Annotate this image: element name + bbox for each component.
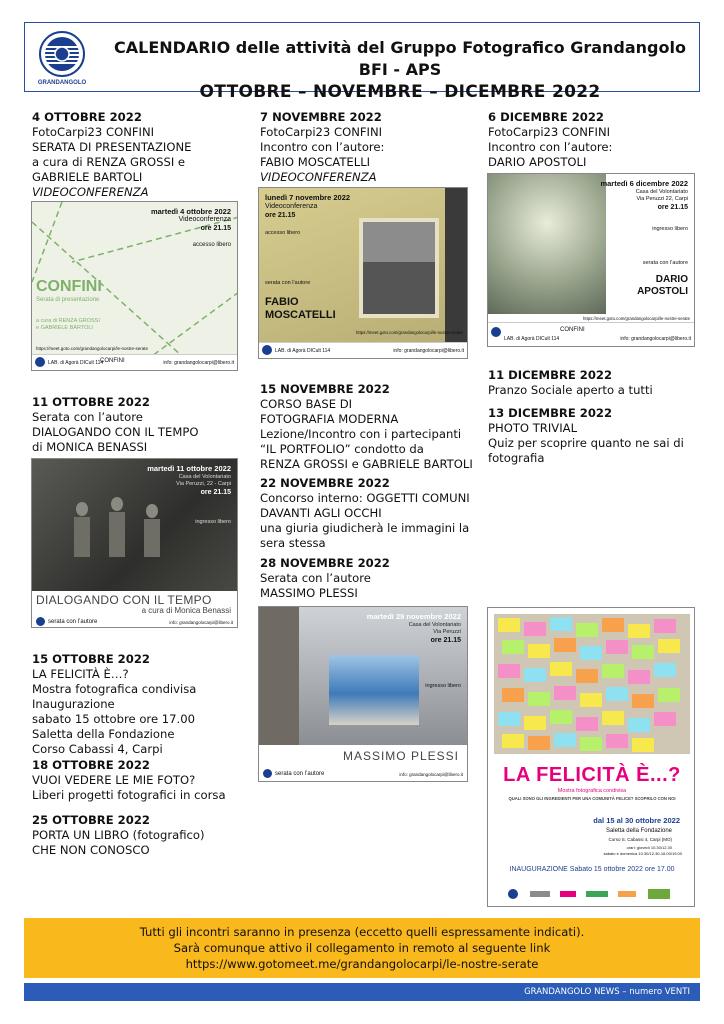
event-line: VIDEOCONFERENZA bbox=[32, 185, 149, 199]
event-line: di MONICA BENASSI bbox=[32, 440, 148, 454]
poster-time: ore 21.15 bbox=[430, 637, 461, 644]
poster-date: lunedì 7 novembre 2022 bbox=[265, 193, 351, 202]
poster-info: info: grandangolocarpi@libero.it bbox=[163, 360, 234, 366]
event-line: VUOI VEDERE LE MIE FOTO? bbox=[32, 773, 196, 787]
event-line: CHE NON CONOSCO bbox=[32, 843, 150, 857]
poster-lab: LAB. di Agorà DICult 114 bbox=[275, 348, 331, 354]
event-line: sera stessa bbox=[260, 536, 326, 550]
club-logo-icon bbox=[263, 769, 272, 778]
event-line: Saletta della Fondazione bbox=[32, 727, 175, 741]
sponsor-logo-icon bbox=[618, 891, 636, 897]
event-date: 6 DICEMBRE 2022 bbox=[488, 110, 604, 124]
event-line: RENZA GROSSI e GABRIELE BARTOLI bbox=[260, 457, 473, 471]
poster-address: Corso S. Cabassi 4, Carpi (MO) bbox=[608, 837, 672, 842]
poster-plessi bbox=[258, 606, 468, 782]
poster-brand: CONFINI bbox=[100, 358, 125, 364]
event-date: 13 DICEMBRE 2022 bbox=[488, 406, 613, 420]
event-18-ottobre bbox=[32, 758, 247, 803]
poster-title: LA FELICITÀ È...? bbox=[503, 764, 681, 786]
poster-date: martedì 29 novembre 2022 bbox=[366, 612, 461, 621]
sponsor-logo-icon bbox=[648, 889, 670, 899]
sponsor-logos bbox=[508, 889, 678, 899]
poster-mode: Videoconferenza bbox=[178, 216, 231, 223]
event-line: LA FELICITÀ È…? bbox=[32, 667, 129, 681]
event-date: 4 OTTOBRE 2022 bbox=[32, 110, 142, 124]
event-25-ottobre bbox=[32, 813, 247, 858]
event-6-dicembre bbox=[488, 110, 698, 170]
event-line: DARIO APOSTOLI bbox=[488, 155, 587, 169]
poster-place: Casa del Volontariato bbox=[408, 622, 461, 628]
poster-felicita bbox=[487, 607, 695, 907]
poster-access: accesso libero bbox=[265, 230, 301, 236]
poster-url: https://meet.goto.com/grandangolocarpi/le-nostre-serate bbox=[36, 346, 149, 351]
poster-dates: dal 15 al 30 ottobre 2022 bbox=[593, 816, 680, 825]
event-line: PORTA UN LIBRO (fotografico) bbox=[32, 828, 205, 842]
event-date: 25 OTTOBRE 2022 bbox=[32, 813, 150, 827]
poster-date: martedì 11 ottobre 2022 bbox=[147, 464, 231, 473]
event-line: Pranzo Sociale aperto a tutti bbox=[488, 383, 653, 397]
event-13-dicembre bbox=[488, 406, 698, 466]
page-header bbox=[24, 22, 700, 102]
footer-text: GRANDANGOLO NEWS – numero VENTI bbox=[524, 987, 690, 997]
poster-footer bbox=[259, 342, 467, 358]
poster-figures bbox=[62, 489, 182, 589]
poster-place: Via Peruzzi 22, Carpi bbox=[636, 196, 688, 202]
poster-apostoli bbox=[487, 173, 695, 347]
event-line: Lezione/Incontro con i partecipanti bbox=[260, 427, 462, 441]
event-line: Serata con l’autore bbox=[260, 571, 371, 585]
poster-credit: a cura di RENZA GROSSI bbox=[36, 318, 100, 324]
sponsor-logo-icon bbox=[530, 891, 550, 897]
event-line: Liberi progetti fotografici in corsa bbox=[32, 788, 226, 802]
event-line: sabato 15 ottobre ore 17.00 bbox=[32, 712, 195, 726]
banner-line: Sarà comunque attivo il collegamento in remoto al seguente link bbox=[173, 941, 551, 955]
poster-access: ingresso libero bbox=[652, 226, 688, 232]
title-line-2: OTTOBRE – NOVEMBRE – DICEMBRE 2022 bbox=[199, 82, 601, 102]
event-line: Mostra fotografica condivisa bbox=[32, 682, 197, 696]
sponsor-logo-icon bbox=[508, 889, 518, 899]
poster-lab: LAB. di Agorà DICult 114 bbox=[48, 360, 104, 366]
poster-time: ore 21.15 bbox=[265, 212, 296, 219]
poster-access: ingresso libero bbox=[195, 519, 231, 525]
poster-place: Casa del Volontariato bbox=[635, 189, 688, 195]
poster-hours: orari: giovedì 10.30/12.30 bbox=[626, 845, 672, 850]
event-line: FotoCarpi23 CONFINI bbox=[260, 125, 383, 139]
event-28-novembre bbox=[260, 556, 485, 601]
sticky-notes bbox=[494, 614, 690, 754]
event-line: FABIO MOSCATELLI bbox=[260, 155, 371, 169]
event-line: “IL PORTFOLIO” condotto da bbox=[260, 442, 424, 456]
title-line-1: CALENDARIO delle attività del Gruppo Fotografico Grandangolo BFI - APS bbox=[114, 38, 686, 79]
meeting-link[interactable]: https://www.gotomeet.me/grandangolocarpi/le-nostre-serate bbox=[185, 957, 539, 971]
page-title bbox=[100, 37, 700, 103]
poster-name: MASSIMO PLESSI bbox=[342, 749, 459, 763]
event-line: SERATA DI PRESENTAZIONE bbox=[32, 140, 192, 154]
poster-kind: serata con l’autore bbox=[48, 619, 98, 625]
poster-subtitle: Serata di presentazione bbox=[36, 297, 100, 303]
poster-credit: a cura di Monica Benassi bbox=[141, 606, 231, 615]
sponsor-logo-icon bbox=[586, 891, 608, 897]
poster-date: martedì 4 ottobre 2022 bbox=[150, 207, 231, 216]
poster-date: martedì 6 dicembre 2022 bbox=[600, 179, 688, 188]
poster-brand: CONFINI bbox=[560, 327, 585, 333]
logo-text: GRANDANGOLO bbox=[37, 80, 87, 86]
poster-info: info: grandangolocarpi@libero.it bbox=[399, 772, 463, 777]
event-4-ottobre bbox=[32, 110, 247, 200]
poster-moscatelli bbox=[258, 187, 468, 359]
poster-footer bbox=[488, 322, 694, 346]
event-line: Corso Cabassi 4, Carpi bbox=[32, 742, 163, 756]
poster-shutter bbox=[363, 222, 435, 262]
poster-title: CONFINI bbox=[36, 278, 102, 295]
event-date: 22 NOVEMBRE 2022 bbox=[260, 476, 390, 490]
sponsor-logo-icon bbox=[560, 891, 576, 897]
poster-confini bbox=[31, 201, 238, 371]
poster-banner-photo bbox=[329, 655, 419, 725]
poster-wall bbox=[445, 188, 468, 344]
event-line: Quiz per scoprire quanto ne sai di bbox=[488, 436, 684, 450]
poster-access: ingresso libero bbox=[425, 683, 461, 689]
event-line: fotografia bbox=[488, 451, 545, 465]
poster-place: Saletta della Fondazione bbox=[605, 828, 672, 834]
poster-kind: serata con l’autore bbox=[275, 771, 325, 777]
event-line: Concorso interno: OGGETTI COMUNI bbox=[260, 491, 470, 505]
poster-photo bbox=[488, 174, 606, 314]
event-line: FOTOGRAFIA MODERNA bbox=[260, 412, 399, 426]
event-date: 11 OTTOBRE 2022 bbox=[32, 395, 150, 409]
poster-credit: e GABRIELE BARTOLI bbox=[36, 325, 93, 331]
event-22-novembre bbox=[260, 476, 485, 551]
poster-title: DIALOGANDO CON IL TEMPO bbox=[36, 593, 212, 607]
event-11-dicembre bbox=[488, 368, 698, 398]
page-footer bbox=[24, 983, 700, 1001]
event-line: DIALOGANDO CON IL TEMPO bbox=[32, 425, 199, 439]
poster-url: https://meet.goto.com/grandangolocarpi/le-nostre-serate bbox=[355, 330, 463, 335]
info-banner bbox=[24, 918, 700, 978]
poster-info: info: grandangolocarpi@libero.it bbox=[393, 348, 464, 354]
club-logo-icon bbox=[262, 345, 272, 355]
event-date: 7 NOVEMBRE 2022 bbox=[260, 110, 382, 124]
event-date: 11 DICEMBRE 2022 bbox=[488, 368, 613, 382]
event-date: 28 NOVEMBRE 2022 bbox=[260, 556, 390, 570]
event-line: FotoCarpi23 CONFINI bbox=[488, 125, 611, 139]
event-15-novembre bbox=[260, 382, 485, 472]
club-logo-icon bbox=[35, 357, 45, 367]
poster-kind: serata con l’autore bbox=[642, 260, 688, 266]
event-line: DAVANTI AGLI OCCHI bbox=[260, 506, 382, 520]
event-date: 15 NOVEMBRE 2022 bbox=[260, 382, 390, 396]
grandangolo-logo-icon bbox=[31, 26, 93, 88]
poster-inauguration: INAUGURAZIONE Sabato 15 ottobre 2022 ore 17.00 bbox=[509, 866, 675, 873]
event-date: 15 OTTOBRE 2022 bbox=[32, 652, 150, 666]
event-date: 18 OTTOBRE 2022 bbox=[32, 758, 150, 772]
poster-place: Via Peruzzi, 22 - Carpi bbox=[176, 481, 231, 487]
club-logo-icon bbox=[491, 327, 501, 337]
event-line: Inaugurazione bbox=[32, 697, 115, 711]
event-line: MASSIMO PLESSI bbox=[260, 586, 358, 600]
event-line: FotoCarpi23 CONFINI bbox=[32, 125, 155, 139]
poster-footer bbox=[32, 354, 237, 370]
poster-access: accesso libero bbox=[192, 242, 231, 248]
poster-lab: LAB. di Agorà DICult 114 bbox=[504, 336, 560, 342]
event-7-novembre bbox=[260, 110, 480, 185]
poster-mode: Videoconferenza bbox=[265, 203, 318, 210]
event-line: a cura di RENZA GROSSI e bbox=[32, 155, 186, 169]
poster-name: FABIO bbox=[265, 296, 299, 308]
event-line: una giuria giudicherà le immagini la bbox=[260, 521, 470, 535]
poster-place: Via Peruzzi bbox=[433, 629, 461, 635]
poster-building bbox=[259, 607, 299, 745]
poster-name: MOSCATELLI bbox=[265, 309, 336, 321]
event-line: Incontro con l’autore: bbox=[260, 140, 385, 154]
poster-name: DARIO bbox=[655, 274, 688, 285]
event-line: VIDEOCONFERENZA bbox=[260, 170, 377, 184]
poster-time: ore 21.15 bbox=[657, 204, 688, 211]
event-11-ottobre bbox=[32, 395, 247, 455]
poster-info: info: grandangolocarpi@libero.it bbox=[169, 620, 233, 625]
event-line: PHOTO TRIVIAL bbox=[488, 421, 578, 435]
poster-info: info: grandangolocarpi@libero.it bbox=[620, 336, 691, 342]
poster-place: Casa del Volontariato bbox=[178, 474, 231, 480]
poster-subtitle: Mostra fotografica condivisa bbox=[557, 788, 627, 794]
poster-hours: sabato e domenica 10.30/12.30-16.00/19.00 bbox=[603, 851, 682, 856]
poster-question: QUALI SONO GLI INGREDIENTI PER UNA COMUNITÀ FELICE? SCOPRILO CON NOI bbox=[508, 796, 676, 801]
poster-time: ore 21.15 bbox=[200, 225, 231, 232]
banner-line: Tutti gli incontri saranno in presenza (eccetto quelli espressamente indicati). bbox=[139, 925, 585, 939]
event-line: CORSO BASE DI bbox=[260, 397, 353, 411]
poster-notes-board bbox=[494, 614, 690, 754]
poster-url: https://meet.goto.com/grandangolocarpi/le-nostre-serate bbox=[582, 316, 690, 321]
event-line: Serata con l’autore bbox=[32, 410, 143, 424]
poster-name: APOSTOLI bbox=[637, 286, 688, 297]
event-line: GABRIELE BARTOLI bbox=[32, 170, 143, 184]
club-logo-icon bbox=[36, 617, 45, 626]
event-line: Incontro con l’autore: bbox=[488, 140, 613, 154]
poster-dialogando bbox=[31, 458, 238, 628]
poster-kind: serata con l’autore bbox=[265, 280, 311, 286]
event-15-ottobre bbox=[32, 652, 247, 757]
poster-time: ore 21.15 bbox=[200, 489, 231, 496]
